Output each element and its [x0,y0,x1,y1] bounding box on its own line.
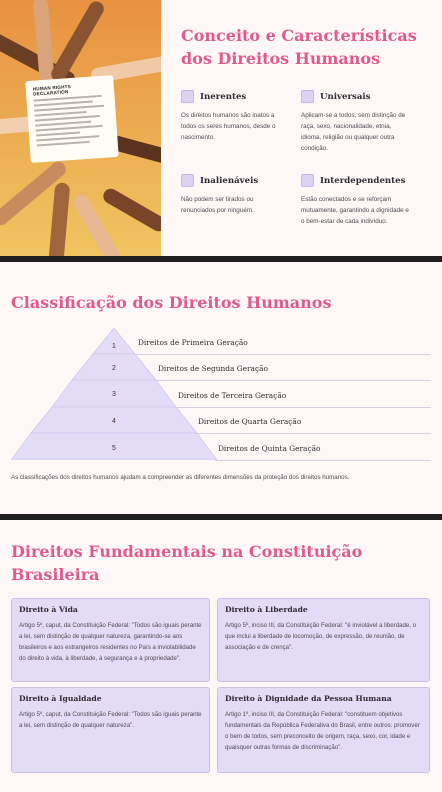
level-number: 2 [112,365,116,372]
feature-inerentes [181,89,289,143]
square-icon [181,174,194,187]
feature-description: Não podem ser tirados ou renunciados por ninguém. [181,196,254,214]
card-title: Direito à Vida [19,605,78,614]
level-label: Direitos de Segunda Geração [158,364,268,373]
declaration-paper [25,75,119,163]
feature-description: Os direitos humanos são inatos a todos os seres humanos, desde o nascimento. [181,112,276,141]
divider [155,380,431,381]
feature-description: Aplicam-se a todos, sem distinção de raça, sexo, nacionalidade, etnia, idioma, religião ou qualquer outra condição. [301,112,406,152]
arm-shape [101,186,161,234]
level-label: Direitos de Primeira Geração [138,338,248,347]
card-title: Direito à Liberdade [225,605,308,614]
feature-interdependentes [301,173,413,227]
declaration-heading: HUMAN RIGHTS DECLARATION [32,84,72,97]
level-label: Direitos de Quarta Geração [198,417,302,426]
card-description: Artigo 5º, inciso III, da Constituição Federal: "é inviolável a liberdade, o que inclui a liberdade de locomoção, de expressão, de reunião, de associação e de crença". [225,622,417,651]
feature-title: Universais [320,91,371,102]
level-label: Direitos de Quinta Geração [218,444,321,453]
pyramid-level-1 [93,328,135,354]
feature-universais [301,89,413,154]
feature-description: Estão conectados e se reforçam mutuamente, garantindo a dignidade e o bem-estar de cada indivíduo. [301,196,409,225]
feature-title: Interdependentes [320,175,406,186]
divider [215,460,431,461]
feature-title: Inerentes [200,91,247,102]
slide-classification [0,262,442,514]
level-number: 5 [112,445,116,452]
divider [135,354,431,355]
slide-concept [0,0,442,256]
square-icon [301,90,314,103]
card-direito-vida [11,598,210,682]
feature-title: Inalienáveis [200,175,259,186]
square-icon [181,90,194,103]
classification-note: As classificações dos direitos humanos ajudam a compreender as diferentes dimensões da proteção dos direitos humanos. [11,474,350,481]
card-title: Direito à Igualdade [19,694,102,703]
level-number: 1 [112,343,116,350]
level-label: Direitos de Terceira Geração [178,391,287,400]
card-description: Artigo 1º, inciso III, da Constituição Federal: "constituem objetivos fundamentais da República Federativa do Brasil, entre outros: promover o bem de todos, sem preconceito de origem, raça, sexo, cor, idade e quaisquer outras formas de discriminação". [225,711,420,751]
feature-inalienaveis [181,173,289,216]
card-title: Direito à Dignidade da Pessoa Humana [225,694,392,703]
level-number: 3 [112,391,116,398]
card-description: Artigo 5º, caput, da Constituição Federal: "Todos são iguais perante a lei, sem distinção de qualquer natureza". [19,711,202,729]
slide-title: Direitos Fundamentais na Constituição Brasileira [11,542,363,584]
card-direito-igualdade [11,687,210,773]
card-direito-liberdade [217,598,430,682]
square-icon [301,174,314,187]
slide-title: Conceito e Características dos Direitos Humanos [181,26,417,68]
divider [195,433,431,434]
divider [175,407,431,408]
level-number: 4 [112,418,116,425]
card-description: Artigo 5º, caput, da Constituição Federal: "Todos são iguais perante a lei, sem distinção de qualquer natureza, garantindo-se aos brasileiros e aos estrangeiros residentes no País a inviolabilidade do direito à vida, à liberdade, à segurança e à propriedade". [19,622,202,662]
slide-fundamental-rights [0,520,442,792]
card-direito-dignidade [217,687,430,773]
arm-shape [48,182,71,256]
slide-title: Classificação dos Direitos Humanos [11,293,332,312]
hands-illustration [0,0,161,256]
